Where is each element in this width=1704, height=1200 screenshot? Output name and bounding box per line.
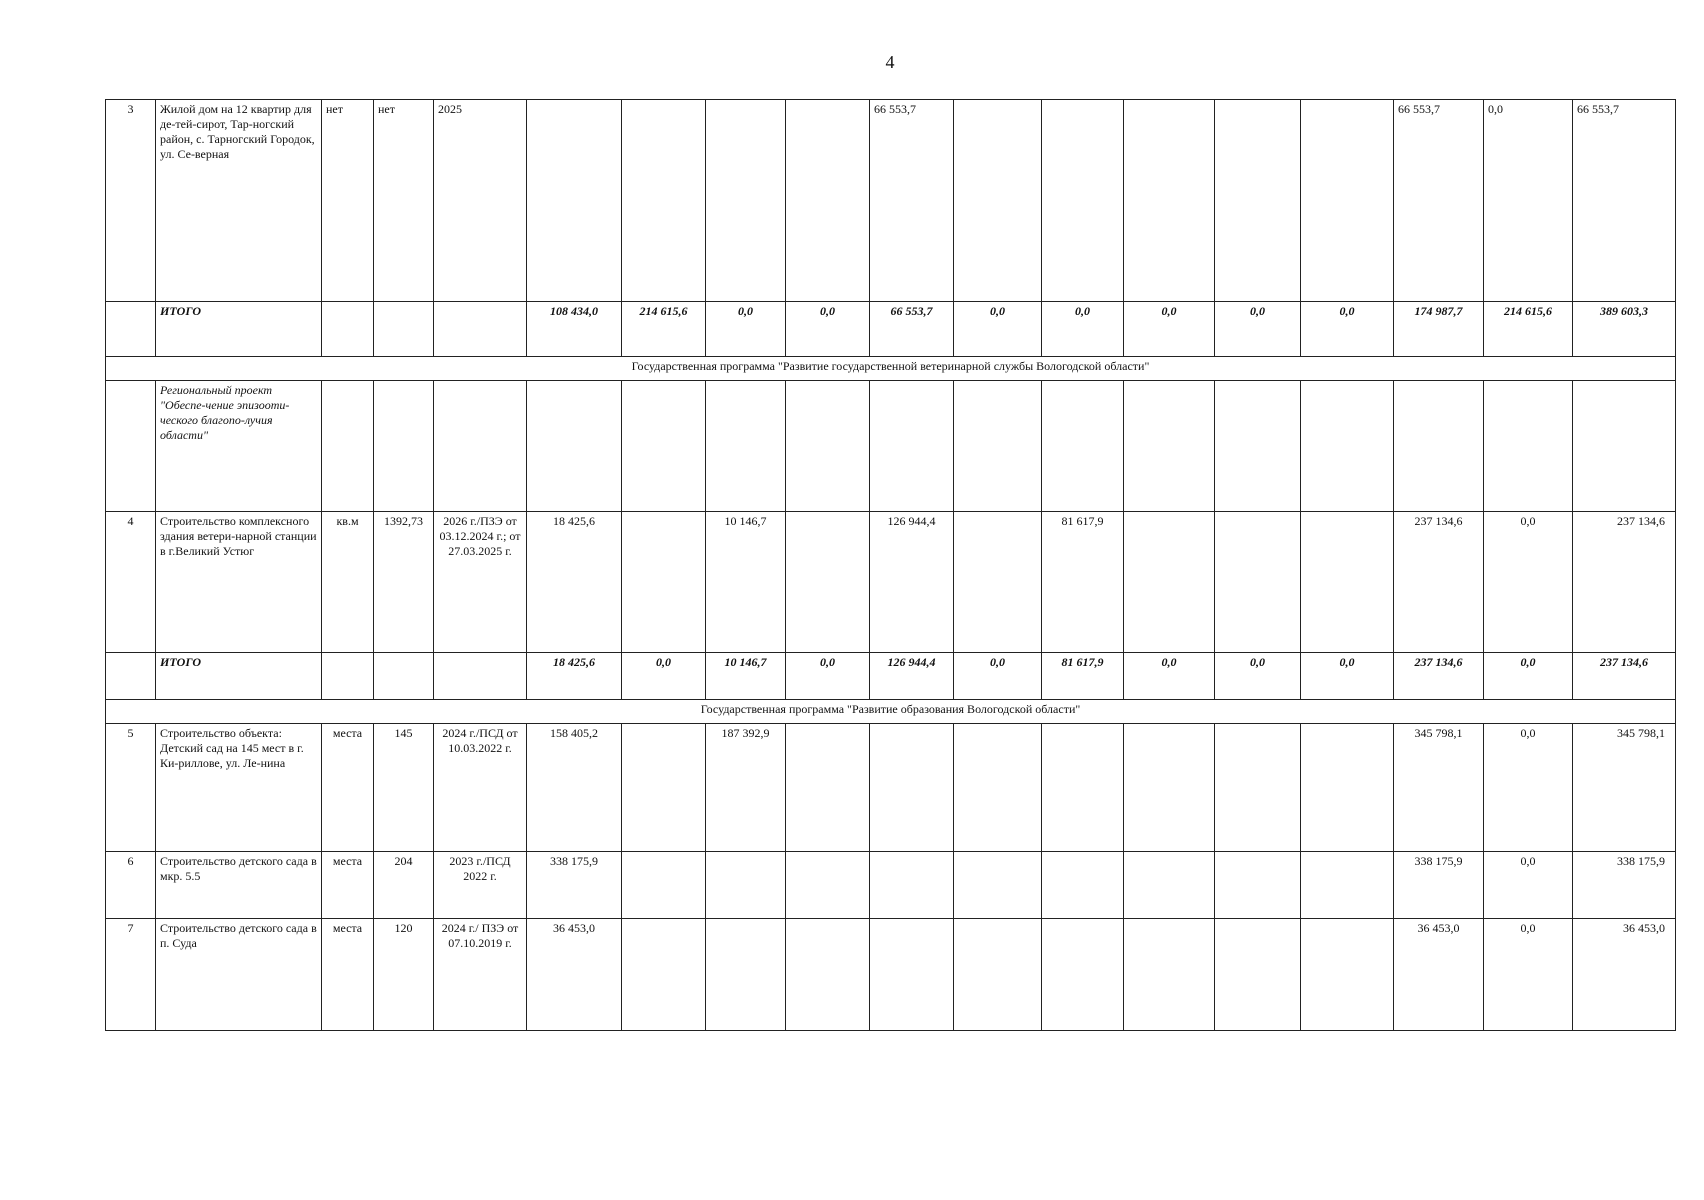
row-number: 6 <box>106 852 156 919</box>
value-cell: 338 175,9 <box>527 852 622 919</box>
empty-cell <box>622 100 706 302</box>
empty-cell <box>706 919 786 1031</box>
empty-cell <box>622 512 706 653</box>
total-value: 18 425,6 <box>527 653 622 700</box>
empty-cell <box>786 100 870 302</box>
value-cell: 338 175,9 <box>1573 852 1676 919</box>
program-title: Государственная программа "Развитие образования Вологодской области" <box>106 700 1676 724</box>
value-cell: 237 134,6 <box>1573 512 1676 653</box>
empty-cell <box>954 100 1042 302</box>
empty-cell <box>374 653 434 700</box>
empty-cell <box>954 512 1042 653</box>
empty-cell <box>1124 724 1215 852</box>
total-value: 0,0 <box>1215 302 1301 357</box>
empty-cell <box>1215 100 1301 302</box>
empty-cell <box>1573 381 1676 512</box>
value-cell: 0,0 <box>1484 724 1573 852</box>
regional-project-name: Региональный проект "Обеспе-чение эпизооти-ческого благопо-лучия области" <box>156 381 322 512</box>
empty-cell <box>786 919 870 1031</box>
total-value: 10 146,7 <box>706 653 786 700</box>
empty-cell <box>434 381 527 512</box>
empty-cell <box>1215 852 1301 919</box>
unit-cell: кв.м <box>322 512 374 653</box>
total-value: 0,0 <box>1301 653 1394 700</box>
value-cell: 66 553,7 <box>870 100 954 302</box>
empty-cell <box>1215 381 1301 512</box>
empty-cell <box>1301 381 1394 512</box>
empty-cell <box>870 381 954 512</box>
total-value: 174 987,7 <box>1394 302 1484 357</box>
empty-cell <box>434 653 527 700</box>
empty-cell <box>434 302 527 357</box>
object-name: Строительство детского сада в мкр. 5.5 <box>156 852 322 919</box>
empty-cell <box>1042 724 1124 852</box>
section-row <box>106 700 1676 724</box>
total-value: 0,0 <box>706 302 786 357</box>
total-value: 0,0 <box>954 653 1042 700</box>
page-number: 4 <box>885 52 895 72</box>
empty-cell <box>706 381 786 512</box>
empty-cell <box>1042 381 1124 512</box>
value-cell: 187 392,9 <box>706 724 786 852</box>
value-cell: 338 175,9 <box>1394 852 1484 919</box>
empty-cell <box>622 381 706 512</box>
capacity-cell: 204 <box>374 852 434 919</box>
value-cell: 10 146,7 <box>706 512 786 653</box>
empty-cell <box>1124 512 1215 653</box>
empty-cell <box>527 100 622 302</box>
total-value: 0,0 <box>1124 653 1215 700</box>
row-number: 5 <box>106 724 156 852</box>
total-value: 0,0 <box>1124 302 1215 357</box>
empty-cell <box>786 512 870 653</box>
empty-cell <box>1042 100 1124 302</box>
empty-cell <box>1215 919 1301 1031</box>
value-cell: 36 453,0 <box>1394 919 1484 1031</box>
empty-cell <box>106 302 156 357</box>
value-cell: 66 553,7 <box>1573 100 1676 302</box>
year-cell: 2026 г./ПЗЭ от 03.12.2024 г.; от 27.03.2025 г. <box>434 512 527 653</box>
empty-cell <box>1301 852 1394 919</box>
empty-cell <box>1124 381 1215 512</box>
total-value: 0,0 <box>1301 302 1394 357</box>
empty-cell <box>106 653 156 700</box>
total-value: 389 603,3 <box>1573 302 1676 357</box>
year-cell: 2024 г./ ПЗЭ от 07.10.2019 г. <box>434 919 527 1031</box>
total-value: 0,0 <box>786 653 870 700</box>
total-value: 108 434,0 <box>527 302 622 357</box>
empty-cell <box>622 724 706 852</box>
total-label: ИТОГО <box>156 302 322 357</box>
empty-cell <box>786 852 870 919</box>
year-cell: 2025 <box>434 100 527 302</box>
table-row <box>106 724 1676 852</box>
table-row <box>106 512 1676 653</box>
total-value: 0,0 <box>1042 302 1124 357</box>
object-name: Строительство комплексного здания ветери-нарной станции в г.Великий Устюг <box>156 512 322 653</box>
table-row <box>106 381 1676 512</box>
empty-cell <box>322 653 374 700</box>
total-value: 0,0 <box>1215 653 1301 700</box>
empty-cell <box>1215 724 1301 852</box>
value-cell: 0,0 <box>1484 512 1573 653</box>
value-cell: 36 453,0 <box>1573 919 1676 1031</box>
empty-cell <box>374 302 434 357</box>
empty-cell <box>1215 512 1301 653</box>
empty-cell <box>1301 100 1394 302</box>
empty-cell <box>1042 919 1124 1031</box>
empty-cell <box>954 852 1042 919</box>
total-value: 81 617,9 <box>1042 653 1124 700</box>
empty-cell <box>954 919 1042 1031</box>
table-row <box>106 852 1676 919</box>
empty-cell <box>786 381 870 512</box>
unit-cell: места <box>322 724 374 852</box>
empty-cell <box>954 381 1042 512</box>
value-cell: 345 798,1 <box>1573 724 1676 852</box>
empty-cell <box>786 724 870 852</box>
object-name: Строительство детского сада в п. Суда <box>156 919 322 1031</box>
unit-cell: места <box>322 919 374 1031</box>
total-value: 214 615,6 <box>622 302 706 357</box>
total-label: ИТОГО <box>156 653 322 700</box>
value-cell: 36 453,0 <box>527 919 622 1031</box>
empty-cell <box>954 724 1042 852</box>
value-cell: 0,0 <box>1484 100 1573 302</box>
section-row <box>106 357 1676 381</box>
year-cell: 2023 г./ПСД 2022 г. <box>434 852 527 919</box>
empty-cell <box>374 381 434 512</box>
object-name: Жилой дом на 12 квартир для де-тей-сирот, Тар-ногский район, с. Тарногский Городок, ул. Се-верная <box>156 100 322 302</box>
empty-cell <box>622 852 706 919</box>
table-row <box>106 919 1676 1031</box>
total-value: 0,0 <box>1484 653 1573 700</box>
empty-cell <box>1042 852 1124 919</box>
empty-cell <box>1124 100 1215 302</box>
empty-cell <box>1394 381 1484 512</box>
value-cell: 18 425,6 <box>527 512 622 653</box>
total-row <box>106 653 1676 700</box>
value-cell: 158 405,2 <box>527 724 622 852</box>
row-number: 4 <box>106 512 156 653</box>
empty-cell <box>870 852 954 919</box>
table-row <box>106 100 1676 302</box>
total-row <box>106 302 1676 357</box>
empty-cell <box>706 100 786 302</box>
value-cell: 66 553,7 <box>1394 100 1484 302</box>
capacity-cell: нет <box>374 100 434 302</box>
empty-cell <box>870 919 954 1031</box>
row-number: 3 <box>106 100 156 302</box>
unit-cell: нет <box>322 100 374 302</box>
total-value: 126 944,4 <box>870 653 954 700</box>
capacity-cell: 145 <box>374 724 434 852</box>
value-cell: 81 617,9 <box>1042 512 1124 653</box>
capacity-cell: 1392,73 <box>374 512 434 653</box>
empty-cell <box>622 919 706 1031</box>
empty-cell <box>1484 381 1573 512</box>
year-cell: 2024 г./ПСД от 10.03.2022 г. <box>434 724 527 852</box>
program-title: Государственная программа "Развитие государственной ветеринарной службы Вологодской области" <box>106 357 1676 381</box>
empty-cell <box>870 724 954 852</box>
empty-cell <box>1124 852 1215 919</box>
empty-cell <box>706 852 786 919</box>
value-cell: 237 134,6 <box>1394 512 1484 653</box>
capacity-cell: 120 <box>374 919 434 1031</box>
row-number: 7 <box>106 919 156 1031</box>
object-name: Строительство объекта: Детский сад на 145 мест в г. Ки-риллове, ул. Ле-нина <box>156 724 322 852</box>
empty-cell <box>322 381 374 512</box>
value-cell: 345 798,1 <box>1394 724 1484 852</box>
total-value: 0,0 <box>786 302 870 357</box>
empty-cell <box>1301 724 1394 852</box>
value-cell: 126 944,4 <box>870 512 954 653</box>
total-value: 0,0 <box>954 302 1042 357</box>
investment-table <box>105 99 1676 1031</box>
empty-cell <box>1301 919 1394 1031</box>
total-value: 214 615,6 <box>1484 302 1573 357</box>
empty-cell <box>1301 512 1394 653</box>
empty-cell <box>106 381 156 512</box>
unit-cell: места <box>322 852 374 919</box>
empty-cell <box>322 302 374 357</box>
total-value: 237 134,6 <box>1573 653 1676 700</box>
total-value: 237 134,6 <box>1394 653 1484 700</box>
empty-cell <box>527 381 622 512</box>
value-cell: 0,0 <box>1484 919 1573 1031</box>
total-value: 66 553,7 <box>870 302 954 357</box>
value-cell: 0,0 <box>1484 852 1573 919</box>
total-value: 0,0 <box>622 653 706 700</box>
empty-cell <box>1124 919 1215 1031</box>
